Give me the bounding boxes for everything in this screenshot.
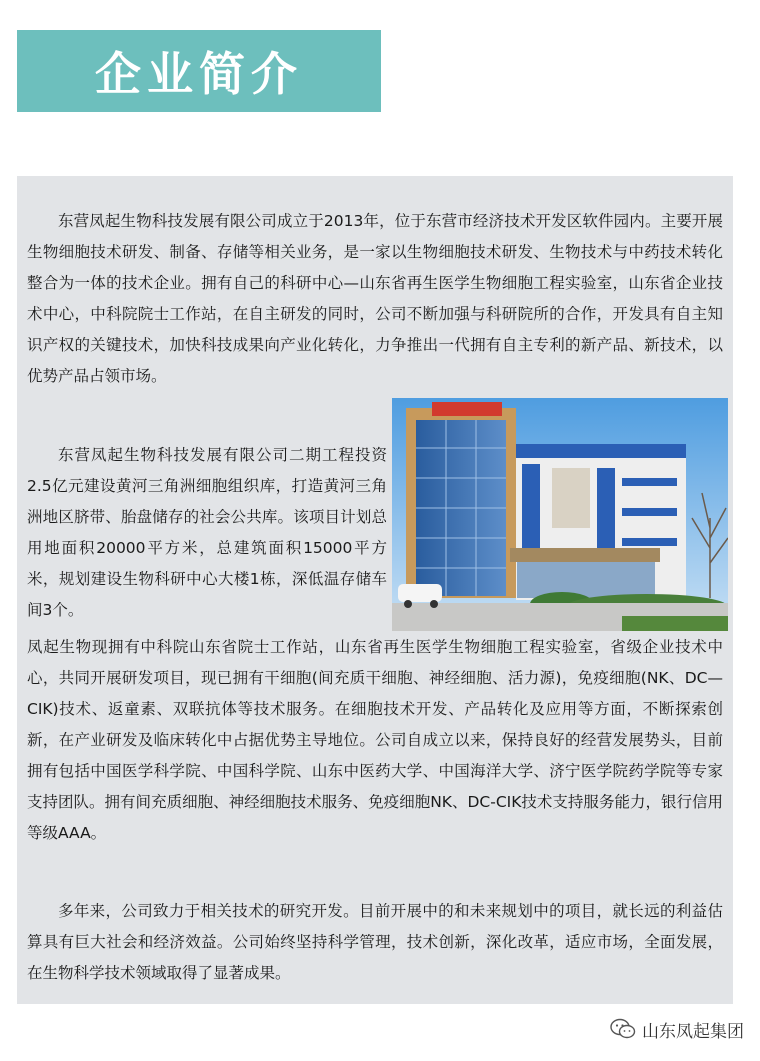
watermark xyxy=(610,1016,744,1042)
building-photo xyxy=(392,398,728,631)
wechat-icon xyxy=(610,1018,636,1040)
intro-paragraph: 东营凤起生物科技发展有限公司成立于2013年，位于东营市经济技术开发区软件园内。主要开展生物细胞技术研发、制备、存储等相关业务，是一家以生物细胞技术研发、生物技术与中药技术转化整合为一体的技术企业。拥有自己的科研中心—山东省再生医学生物细胞工程实验室，山东省企业技术中心，中科院院士工作站，在自主研发的同时，公司不断加强与科研院所的合作，开发具有自主知识产权的关键技术，加快科技成果向产业化转化，力争推出一代拥有自主专利的新产品、新技术，以优势产品占领市场。 xyxy=(27,212,723,385)
page-title: 企业简介 xyxy=(95,47,303,101)
summary-paragraph: 多年来，公司致力于相关技术的研究开发。目前开展中的和未来规划中的项目，就长远的利益估算具有巨大社会和经济效益。公司始终坚持科学管理，技术创新，深化改革，适应市场，全面发展，在生物科学技术领域取得了显著成果。 xyxy=(27,902,723,982)
capability-paragraph: 凤起生物现拥有中科院山东省院士工作站，山东省再生医学生物细胞工程实验室，省级企业技术中心，共同开展研发项目，现已拥有干细胞(间充质干细胞、神经细胞、活力源)，免疫细胞(NK、DC—CIK)技术、返童素、双联抗体等技术服务。在细胞技术开发、产品转化及应用等方面，不断探索创新，在产业研发及临床转化中占据优势主导地位。公司自成立以来，保持良好的经营发展势头，目前拥有包括中国医学科学院、中国科学院、山东中医药大学、中国海洋大学、济宁医学院药学院等专家支持团队。拥有间充质细胞、神经细胞技术服务、免疫细胞NK、DC-CIK技术支持服务能力，银行信用等级AAA。 xyxy=(27,638,723,842)
title-banner xyxy=(17,30,381,112)
watermark-text: 山东凤起集团 xyxy=(642,1021,744,1042)
project-paragraph: 东营凤起生物科技发展有限公司二期工程投资2.5亿元建设黄河三角洲细胞组织库，打造黄河三角洲地区脐带、胎盘储存的社会公共库。该项目计划总用地面积20000平方米，总建筑面积15000平方米，规划建设生物科研中心大楼1栋，深低温存储车间3个。 xyxy=(27,446,387,619)
